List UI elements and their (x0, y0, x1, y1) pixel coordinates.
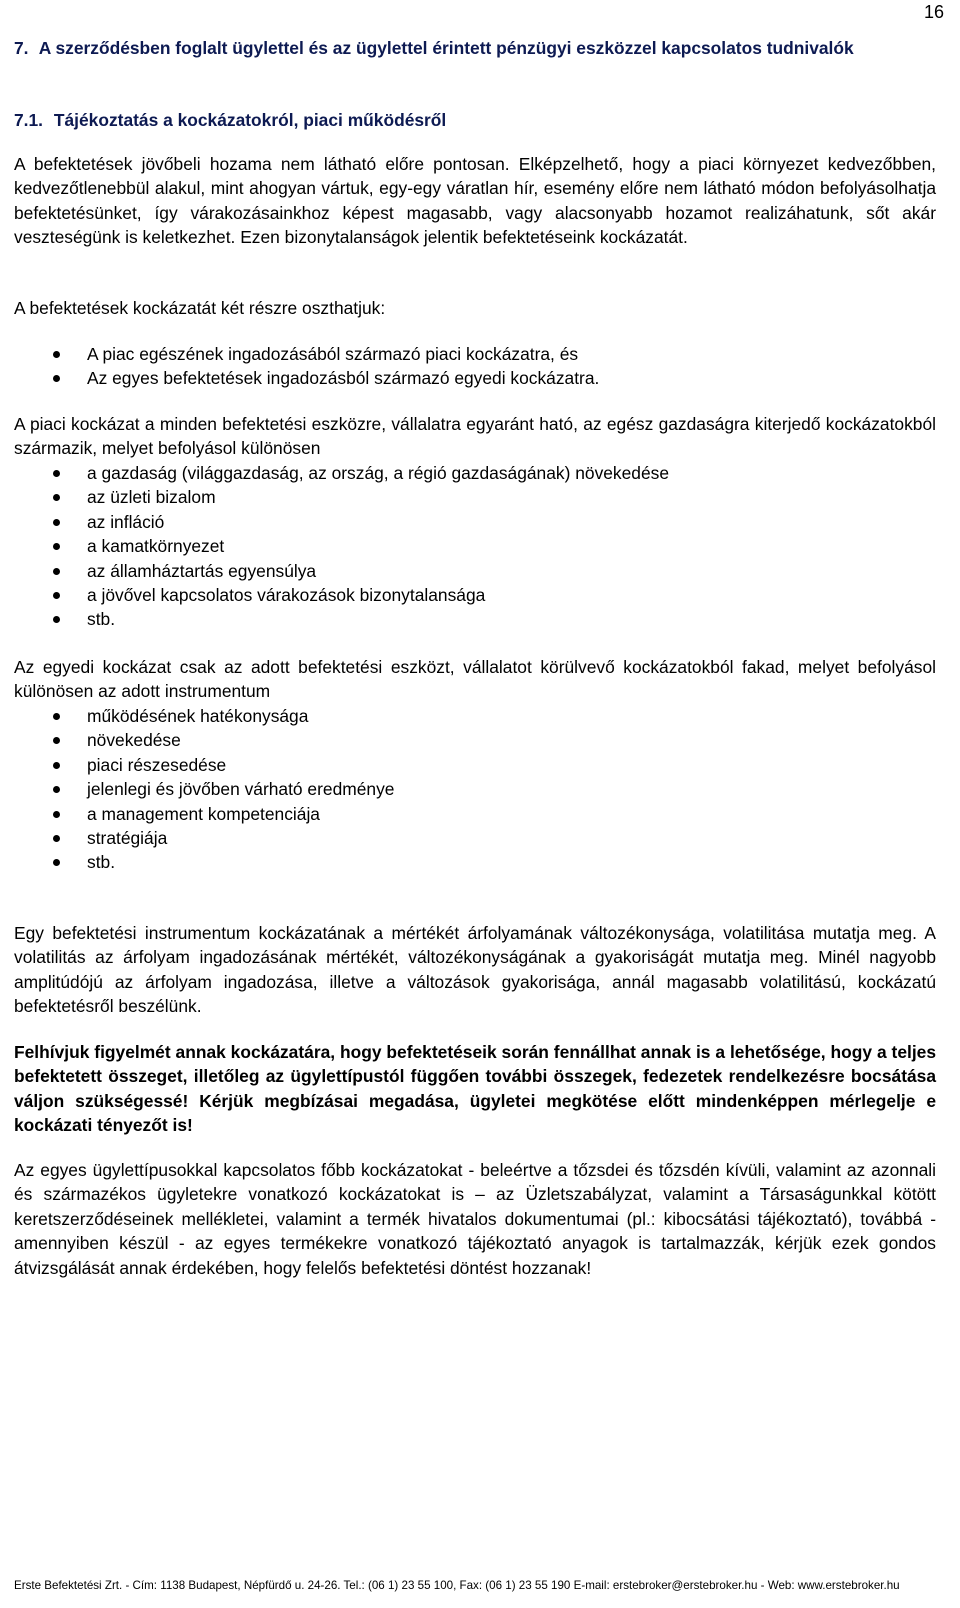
subsection-number: 7.1. (14, 110, 44, 130)
bullet-icon (53, 713, 60, 720)
list-item: A piac egészének ingadozásából származó piaci kockázatra, és (14, 342, 936, 366)
bullet-icon (53, 616, 60, 623)
list-item: növekedése (14, 728, 936, 752)
section-number: 7. (14, 38, 29, 58)
volatility-paragraph: Egy befektetési instrumentum kockázatának a mértékét árfolyamának változékonysága, volatilitása mutatja meg. A volatilitás az árfolyam ingadozásának mértékét, változékonyságának a gyakoriságát mutatja meg. Minél nagyobb amplitúdójú az árfolyam ingadozása, illetve a változások gyakorisága, annál magasabb volatilitású, kockázatú befektetésről beszélünk. (14, 923, 936, 1017)
subsection-title: Tájékoztatás a kockázatokról, piaci működésről (53, 110, 447, 130)
bullet-icon (53, 375, 60, 382)
list-item: Az egyes befektetések ingadozásból származó egyedi kockázatra. (14, 366, 936, 390)
list-item: az infláció (14, 510, 936, 534)
bullet-icon (53, 737, 60, 744)
list-item: az államháztartás egyensúlya (14, 559, 936, 583)
list-item: a jövővel kapcsolatos várakozások bizonytalansága (14, 583, 936, 607)
list-item: működésének hatékonysága (14, 704, 936, 728)
list-item: jelenlegi és jövőben várható eredménye (14, 777, 936, 801)
page-number: 16 (923, 2, 944, 22)
specific-risk-paragraph: Az egyedi kockázat csak az adott befektetési eszközt, vállalatot körülvevő kockázatokból fakad, melyet befolyásol különösen az adott instrumentum (14, 657, 936, 702)
bullet-icon (53, 494, 60, 501)
subsection-heading (14, 108, 936, 132)
bullet-icon (53, 568, 60, 575)
bullet-icon (53, 592, 60, 599)
section-title: A szerződésben foglalt ügylettel és az ügylettel érintett pénzügyi eszközzel kapcsolatos tudnivalók (38, 38, 854, 58)
list-item: a management kompetenciája (14, 802, 936, 826)
risk-types-list (14, 342, 936, 391)
bullet-icon (53, 762, 60, 769)
section-heading (14, 36, 936, 60)
list-item: stb. (14, 850, 936, 874)
market-factors-list (14, 461, 936, 632)
page-footer: Erste Befektetési Zrt. - Cím: 1138 Budapest, Népfürdő u. 24-26. Tel.: (06 1) 23 55 100, Fax: (06 1) 23 55 190 E-mail: erstebroker@erstebroker.hu - Web: www.erstebroker.hu (14, 1579, 900, 1592)
risk-warning-paragraph: Felhívjuk figyelmét annak kockázatára, hogy befektetéseik során fennállhat annak is a lehetősége, hogy a teljes befektetett összeget, illetőleg az ügylettípustól függően további összegek, fedezetek rendelkezésre bocsátása váljon szükségessé! Kérjük megbízásai megadása, ügyletei megkötése előtt mindenképpen mérlegelje e kockázati tényezőt is! (14, 1042, 936, 1136)
specific-factors-list (14, 704, 936, 875)
bullet-icon (53, 786, 60, 793)
bullet-icon (53, 351, 60, 358)
bullet-icon (53, 859, 60, 866)
list-item: a kamatkörnyezet (14, 534, 936, 558)
bullet-icon (53, 811, 60, 818)
list-item: stratégiája (14, 826, 936, 850)
intro-paragraph: A befektetések jövőbeli hozama nem látható előre pontosan. Elképzelhető, hogy a piaci környezet kedvezőbben, kedvezőtlenebbül alakul, mint ahogyan vártuk, egy-egy váratlan hír, esemény előre nem látható módon befolyásolhatja befektetésünket, így várakozásainkhoz képest magasabb, vagy alacsonyabb hozamot realizáhatunk, sőt akár veszteségünk is keletkezhet. Ezen bizonytalanságok jelentik befektetéseink kockázatát. (14, 154, 936, 248)
list-item: piaci részesedése (14, 753, 936, 777)
bullet-icon (53, 835, 60, 842)
related-documents-paragraph: Az egyes ügylettípusokkal kapcsolatos főbb kockázatokat - beleértve a tőzsdei és tőzsdén kívüli, valamint az azonnali és származékos ügyletekre vonatkozó kockázatokat is – az Üzletszabályzat, valamint a Társaságunkkal kötött keretszerződéseinek mellékletei, valamint a termék hivatalos dokumentumai (pl.: kibocsátási tájékoztató), továbbá - amennyiben készül - az egyes termékekre vonatkozó tájékoztató anyagok is tartalmazzák, kérjük ezek gondos átvizsgálását annak érdekében, hogy felelős befektetési döntést hozzanak! (14, 1160, 936, 1278)
bullet-icon (53, 519, 60, 526)
list-item: stb. (14, 607, 936, 631)
bullet-icon (53, 470, 60, 477)
market-risk-paragraph: A piaci kockázat a minden befektetési eszközre, vállalatra egyaránt ható, az egész gazdaságra kiterjedő kockázatokból származik, melyet befolyásol különösen (14, 414, 936, 459)
list-item: az üzleti bizalom (14, 485, 936, 509)
bullet-icon (53, 543, 60, 550)
risk-split-paragraph: A befektetések kockázatát két részre oszthatjuk: (14, 298, 386, 318)
list-item: a gazdaság (világgazdaság, az ország, a régió gazdaságának) növekedése (14, 461, 936, 485)
